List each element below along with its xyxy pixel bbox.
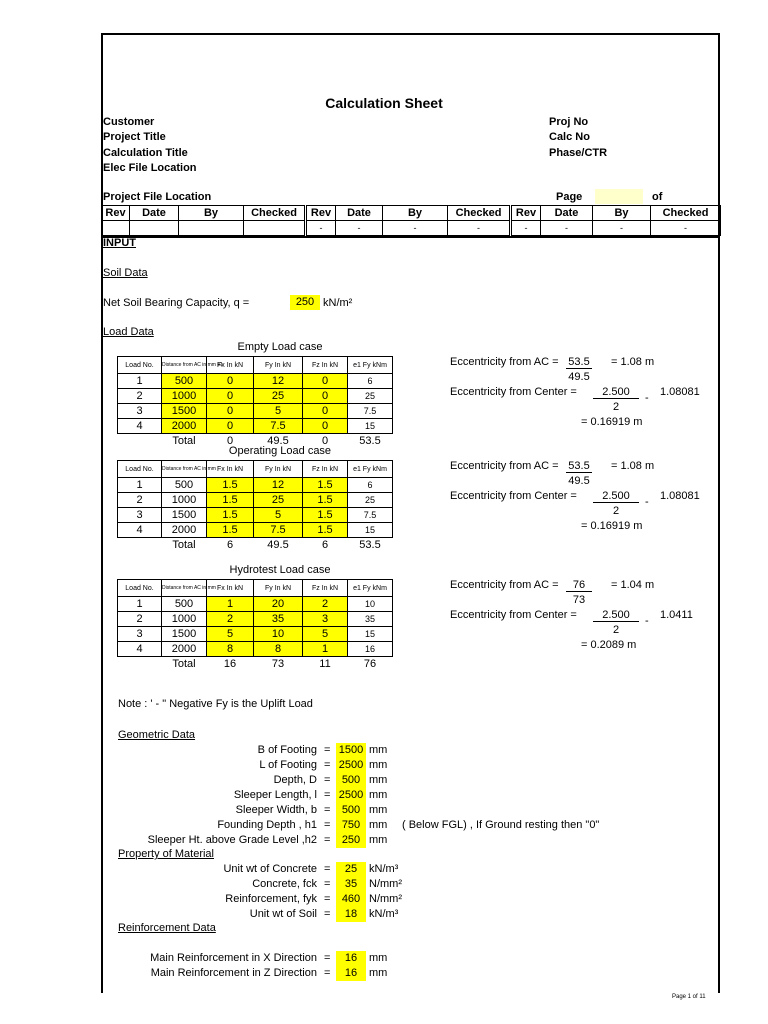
load-col-header: e1 Fy kNm — [348, 580, 393, 597]
load-cell: 2 — [118, 389, 162, 404]
load-cell: 1000 — [162, 493, 207, 508]
load-cell[interactable]: 1 — [207, 597, 254, 612]
rev-cell: - — [593, 221, 651, 236]
input-value[interactable]: 16 — [336, 966, 366, 981]
uplift-note: Note : ' - " Negative Fy is the Uplift Load — [118, 698, 313, 710]
load-case-title: Hydrotest Load case — [229, 564, 331, 576]
load-data-heading: Load Data — [103, 326, 154, 338]
value-unit: mm — [369, 967, 388, 979]
ecc-ac-denominator: 73 — [572, 594, 586, 606]
value-label: Main Reinforcement in Z Direction — [150, 967, 317, 979]
load-cell: 1500 — [162, 508, 207, 523]
equals-sign: = — [324, 819, 331, 831]
ecc-ac-result: = 1.08 m — [611, 356, 655, 368]
ecc-center-subtract: 1.08081 — [660, 490, 700, 502]
value-label: Sleeper Length, l — [233, 789, 317, 801]
ecc-center-label: Eccentricity from Center = — [450, 490, 577, 502]
load-cell: 2 — [118, 493, 162, 508]
input-value[interactable]: 1500 — [336, 743, 366, 758]
load-cell: 25 — [348, 493, 393, 508]
value-unit: mm — [369, 744, 388, 756]
input-value[interactable]: 16 — [336, 951, 366, 966]
total-cell: 49.5 — [267, 539, 289, 551]
total-cell: 73 — [271, 658, 285, 670]
value-label: B of Footing — [257, 744, 317, 756]
rev-cell: - — [651, 221, 721, 236]
load-cell[interactable]: 5 — [303, 627, 348, 642]
total-cell: 53.5 — [359, 435, 381, 447]
load-cell: 7.5 — [348, 404, 393, 419]
ecc-ac-numerator: 53.5 — [566, 460, 592, 473]
project-title-label: Project Title — [103, 131, 166, 143]
input-value[interactable]: 500 — [336, 803, 366, 818]
load-cell[interactable]: 2 — [303, 597, 348, 612]
load-cell[interactable]: 0 — [303, 404, 348, 419]
input-value[interactable]: 25 — [336, 862, 366, 877]
total-cell: Total — [172, 658, 196, 670]
rev-cell: - — [541, 221, 593, 236]
load-cell: 1500 — [162, 627, 207, 642]
load-col-header: Fz In kN — [303, 461, 348, 478]
value-unit: mm — [369, 819, 388, 831]
ecc-ac-label: Eccentricity from AC = — [450, 356, 559, 368]
input-value[interactable]: 35 — [336, 877, 366, 892]
load-col-header: Fx In kN — [207, 580, 254, 597]
project-file-location-label: Project File Location — [103, 191, 212, 203]
value-unit: mm — [369, 952, 388, 964]
load-cell: 2 — [118, 612, 162, 627]
value-unit: mm — [369, 789, 388, 801]
total-cell: 49.5 — [267, 435, 289, 447]
load-cell[interactable]: 25 — [254, 389, 303, 404]
total-cell: 6 — [321, 539, 329, 551]
load-cell: 6 — [348, 478, 393, 493]
calculation-title-label: Calculation Title — [103, 147, 188, 159]
total-cell: 16 — [223, 658, 237, 670]
date-header: Date — [541, 206, 593, 221]
of-label: of — [652, 191, 663, 203]
equals-sign: = — [324, 952, 331, 964]
load-cell: 500 — [162, 597, 207, 612]
ecc-ac-denominator: 49.5 — [568, 475, 590, 487]
ecc-ac-result: = 1.08 m — [611, 460, 655, 472]
load-cell: 25 — [348, 389, 393, 404]
load-cell[interactable]: 1.5 — [207, 523, 254, 538]
customer-label: Customer — [103, 116, 155, 128]
load-col-header: Fz In kN — [303, 580, 348, 597]
ecc-ac-numerator: 53.5 — [566, 356, 592, 369]
load-cell[interactable]: 0 — [303, 389, 348, 404]
load-cell[interactable]: 35 — [254, 612, 303, 627]
load-cell: 15 — [348, 627, 393, 642]
section-divider — [101, 236, 720, 238]
load-cell[interactable]: 8 — [207, 642, 254, 657]
load-cell: 10 — [348, 597, 393, 612]
load-cell[interactable]: 10 — [254, 627, 303, 642]
input-value[interactable]: 750 — [336, 818, 366, 833]
rev-header: Rev — [511, 206, 541, 221]
ecc-center-denominator: 2 — [612, 505, 620, 517]
ecc-center-subtract: 1.0411 — [660, 609, 693, 621]
page-number-cell — [595, 189, 643, 204]
load-col-header: Fy In kN — [254, 580, 303, 597]
reinforcement-heading: Reinforcement Data — [118, 922, 216, 934]
value-label: Depth, D — [273, 774, 317, 786]
load-cell: 35 — [348, 612, 393, 627]
load-cell[interactable]: 20 — [254, 597, 303, 612]
load-cell: 1000 — [162, 612, 207, 627]
value-unit: kN/m³ — [369, 863, 399, 875]
ecc-center-denominator: 2 — [612, 624, 620, 636]
load-cell[interactable]: 0 — [303, 419, 348, 434]
equals-sign: = — [324, 804, 331, 816]
load-col-header: e1 Fy kNm — [348, 357, 393, 374]
ecc-center-result: = 0.16919 m — [581, 520, 643, 532]
rev-cell: - — [383, 221, 448, 236]
input-value[interactable]: 2500 — [336, 788, 366, 803]
input-value[interactable]: 2500 — [336, 758, 366, 773]
load-table — [117, 460, 393, 552]
load-table — [117, 356, 393, 448]
value-unit: mm — [369, 804, 388, 816]
load-cell: 7.5 — [348, 508, 393, 523]
phase-ctr-label: Phase/CTR — [549, 147, 608, 159]
load-cell[interactable]: 12 — [254, 374, 303, 389]
soil-bearing-label: Net Soil Bearing Capacity, q = — [103, 297, 250, 309]
load-col-header: Fz In kN — [303, 357, 348, 374]
revision-table — [101, 205, 721, 236]
load-case-title: Operating Load case — [228, 445, 332, 457]
load-cell[interactable]: 2000 — [162, 419, 207, 434]
geometric-data-heading: Geometric Data — [118, 729, 196, 741]
load-cell[interactable]: 1500 — [162, 404, 207, 419]
load-cell[interactable]: 0 — [207, 404, 254, 419]
load-col-header: Load No. — [118, 461, 162, 478]
load-col-header: Distance from AC in mm — [162, 461, 207, 478]
load-cell: 4 — [118, 523, 162, 538]
load-cell[interactable]: 1.5 — [303, 523, 348, 538]
rev-cell: - — [511, 221, 541, 236]
total-cell: Total — [172, 539, 196, 551]
load-col-header: Distance from AC in mm e1 — [162, 357, 207, 374]
ecc-center-numerator: 2.500 — [593, 386, 639, 399]
total-spacer — [118, 657, 162, 672]
value-unit: mm — [369, 774, 388, 786]
equals-sign: = — [324, 759, 331, 771]
load-cell[interactable]: 3 — [303, 612, 348, 627]
load-cell[interactable]: 8 — [254, 642, 303, 657]
load-cell[interactable]: 0 — [207, 419, 254, 434]
load-cell: 3 — [118, 627, 162, 642]
value-label: Sleeper Width, b — [235, 804, 317, 816]
value-label: Founding Depth , h1 — [217, 819, 317, 831]
ecc-center-numerator: 2.500 — [593, 609, 639, 622]
load-cell[interactable]: 0 — [303, 374, 348, 389]
ecc-ac-numerator: 76 — [566, 579, 592, 592]
load-cell[interactable]: 1.5 — [303, 478, 348, 493]
minus-sign: - — [645, 392, 649, 404]
ecc-center-result: = 0.2089 m — [581, 639, 637, 651]
total-cell: 6 — [226, 539, 234, 551]
load-cell: 16 — [348, 642, 393, 657]
load-cell[interactable]: 1.5 — [207, 493, 254, 508]
total-cell: 0 — [321, 435, 329, 447]
material-heading: Property of Material — [118, 848, 214, 860]
rev-header: Rev — [306, 206, 336, 221]
load-col-header: Load No. — [118, 580, 162, 597]
input-value[interactable]: 250 — [336, 833, 366, 848]
equals-sign: = — [324, 908, 331, 920]
load-col-header: Fx In kN — [207, 357, 254, 374]
ecc-center-label: Eccentricity from Center = — [450, 609, 577, 621]
value-label: Unit wt of Soil — [249, 908, 317, 920]
minus-sign: - — [645, 496, 649, 508]
load-cell: 2000 — [162, 523, 207, 538]
equals-sign: = — [324, 863, 331, 875]
load-cell[interactable]: 0 — [207, 374, 254, 389]
load-cell[interactable]: 5 — [207, 627, 254, 642]
load-cell[interactable]: 5 — [254, 508, 303, 523]
equals-sign: = — [324, 967, 331, 979]
checked-header: Checked — [448, 206, 511, 221]
ecc-ac-result: = 1.04 m — [611, 579, 655, 591]
ecc-ac-label: Eccentricity from AC = — [450, 579, 559, 591]
load-cell: 3 — [118, 404, 162, 419]
value-label: Unit wt of Concrete — [223, 863, 317, 875]
proj-no-label: Proj No — [549, 116, 589, 128]
load-table — [117, 579, 393, 671]
load-cell[interactable]: 0 — [207, 389, 254, 404]
total-spacer — [118, 538, 162, 553]
page-title: Calculation Sheet — [325, 95, 443, 111]
total-cell: 76 — [363, 658, 377, 670]
value-unit: N/mm² — [369, 878, 402, 890]
load-col-header: Fy In kN — [254, 461, 303, 478]
load-cell[interactable]: 25 — [254, 493, 303, 508]
load-cell: 4 — [118, 419, 162, 434]
input-value[interactable]: 18 — [336, 907, 366, 922]
value-note: ( Below FGL) , If Ground resting then "0" — [402, 819, 600, 831]
ecc-center-subtract: 1.08081 — [660, 386, 700, 398]
ecc-center-result: = 0.16919 m — [581, 416, 643, 428]
value-label: L of Footing — [259, 759, 317, 771]
soil-data-heading: Soil Data — [103, 267, 148, 279]
date-header: Date — [336, 206, 383, 221]
load-cell: 15 — [348, 419, 393, 434]
date-header: Date — [130, 206, 179, 221]
load-cell[interactable]: 1 — [303, 642, 348, 657]
load-col-header: Distance from AC in mm — [162, 580, 207, 597]
equals-sign: = — [324, 878, 331, 890]
minus-sign: - — [645, 615, 649, 627]
load-case-title: Empty Load case — [237, 341, 323, 353]
soil-bearing-unit: kN/m² — [323, 297, 353, 309]
soil-bearing-value[interactable]: 250 — [290, 295, 320, 310]
load-cell[interactable]: 5 — [254, 404, 303, 419]
input-value[interactable]: 500 — [336, 773, 366, 788]
load-col-header: Fy In kN — [254, 357, 303, 374]
value-unit: mm — [369, 759, 388, 771]
ecc-ac-denominator: 49.5 — [568, 371, 590, 383]
equals-sign: = — [324, 834, 331, 846]
load-cell: 3 — [118, 508, 162, 523]
by-header: By — [383, 206, 448, 221]
value-label: Reinforcement, fyk — [225, 893, 317, 905]
ecc-center-numerator: 2.500 — [593, 490, 639, 503]
load-cell: 15 — [348, 523, 393, 538]
load-col-header: e1 Fy kNm — [348, 461, 393, 478]
rev-cell: - — [336, 221, 383, 236]
value-unit: mm — [369, 834, 388, 846]
load-col-header: Load No. — [118, 357, 162, 374]
load-cell[interactable]: 1.5 — [303, 508, 348, 523]
rev-cell — [179, 221, 244, 236]
calc-no-label: Calc No — [549, 131, 590, 143]
rev-cell: - — [448, 221, 511, 236]
input-value[interactable]: 460 — [336, 892, 366, 907]
total-cell: 53.5 — [359, 539, 381, 551]
equals-sign: = — [324, 789, 331, 801]
rev-header: Rev — [102, 206, 130, 221]
value-label: Concrete, fck — [252, 878, 317, 890]
by-header: By — [179, 206, 244, 221]
load-cell: 1 — [118, 478, 162, 493]
equals-sign: = — [324, 893, 331, 905]
load-cell[interactable]: 1.5 — [303, 493, 348, 508]
load-cell[interactable]: 7.5 — [254, 419, 303, 434]
rev-cell — [130, 221, 179, 236]
ecc-ac-label: Eccentricity from AC = — [450, 460, 559, 472]
load-cell: 1 — [118, 374, 162, 389]
value-label: Main Reinforcement in X Direction — [150, 952, 317, 964]
load-cell: 500 — [162, 478, 207, 493]
load-cell[interactable]: 7.5 — [254, 523, 303, 538]
load-cell: 6 — [348, 374, 393, 389]
page-footer: Page 1 of 11 — [672, 994, 706, 1000]
load-cell[interactable]: 500 — [162, 374, 207, 389]
total-cell: 0 — [226, 435, 234, 447]
equals-sign: = — [324, 744, 331, 756]
load-cell[interactable]: 12 — [254, 478, 303, 493]
value-unit: kN/m³ — [369, 908, 399, 920]
elec-file-location-label: Elec File Location — [103, 162, 197, 174]
ecc-center-label: Eccentricity from Center = — [450, 386, 577, 398]
value-label: Sleeper Ht. above Grade Level ,h2 — [147, 834, 317, 846]
load-cell: 1 — [118, 597, 162, 612]
total-cell: 11 — [319, 658, 331, 670]
rev-cell: - — [306, 221, 336, 236]
input-heading: INPUT — [103, 237, 136, 249]
value-unit: N/mm² — [369, 893, 402, 905]
checked-header: Checked — [651, 206, 721, 221]
load-col-header: Fx In kN — [207, 461, 254, 478]
load-cell[interactable]: 2 — [207, 612, 254, 627]
page-label: Page — [556, 191, 583, 203]
rev-cell — [102, 221, 130, 236]
total-cell: Total — [172, 435, 196, 447]
equals-sign: = — [324, 774, 331, 786]
load-cell[interactable]: 1.5 — [207, 478, 254, 493]
checked-header: Checked — [244, 206, 306, 221]
ecc-center-denominator: 2 — [612, 401, 620, 413]
load-cell: 4 — [118, 642, 162, 657]
rev-cell — [244, 221, 306, 236]
load-cell: 2000 — [162, 642, 207, 657]
load-cell[interactable]: 1000 — [162, 389, 207, 404]
by-header: By — [593, 206, 651, 221]
load-cell[interactable]: 1.5 — [207, 508, 254, 523]
